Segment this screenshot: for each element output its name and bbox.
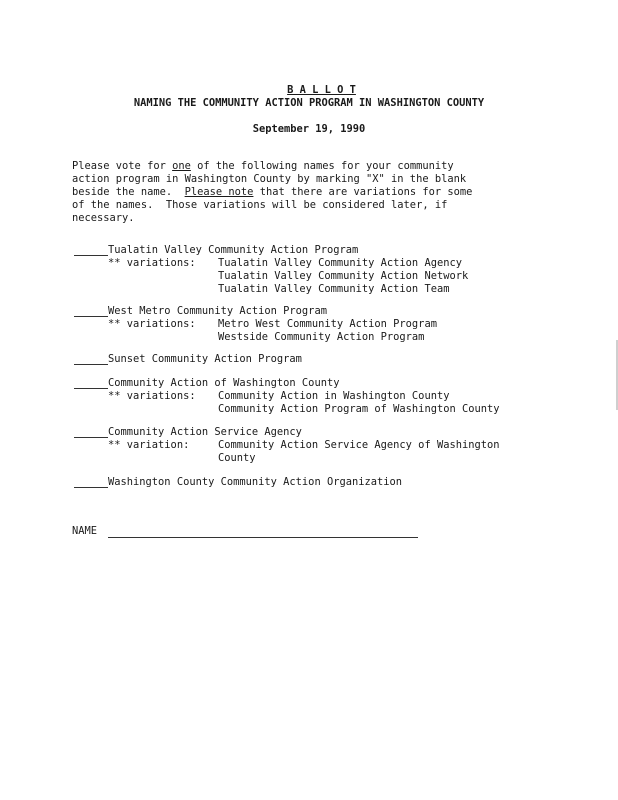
ballot-date: September 19, 1990 <box>252 123 366 135</box>
intro-line-3: beside the name. Please note that there are variations for some <box>72 186 473 198</box>
page-title: NAMING THE COMMUNITY ACTION PROGRAM IN WASHINGTON COUNTY <box>133 97 485 109</box>
intro-line-1: Please vote for one of the following names for your community <box>72 160 454 172</box>
vote-blank-4[interactable] <box>74 388 108 389</box>
option-name-6: Washington County Community Action Organization <box>108 476 403 488</box>
variation-label-1: ** variations: <box>108 257 196 269</box>
name-line[interactable] <box>108 537 418 538</box>
option-name-1: Tualatin Valley Community Action Program <box>108 244 359 256</box>
variation-label-2: ** variations: <box>108 318 196 330</box>
vote-blank-1[interactable] <box>74 255 108 256</box>
variation-label-5: ** variation: <box>108 439 190 451</box>
option-name-5: Community Action Service Agency <box>108 426 302 438</box>
name-label: NAME <box>72 525 98 537</box>
variation-5-1: Community Action Service Agency of Washington <box>218 439 500 451</box>
variation-2-2: Westside Community Action Program <box>218 331 425 343</box>
variation-1-1: Tualatin Valley Community Action Agency <box>218 257 462 269</box>
variation-1-2: Tualatin Valley Community Action Network <box>218 270 469 282</box>
vote-blank-2[interactable] <box>74 316 108 317</box>
variation-5-2: County <box>218 452 256 464</box>
option-name-2: West Metro Community Action Program <box>108 305 327 317</box>
intro-line-4: of the names. Those variations will be considered later, if <box>72 199 448 211</box>
option-name-4: Community Action of Washington County <box>108 377 340 389</box>
intro-line-2: action program in Washington County by marking "X" in the blank <box>72 173 467 185</box>
variation-label-4: ** variations: <box>108 390 196 402</box>
variation-4-1: Community Action in Washington County <box>218 390 450 402</box>
vote-blank-3[interactable] <box>74 364 108 365</box>
vote-blank-6[interactable] <box>74 487 108 488</box>
variation-4-2: Community Action Program of Washington County <box>218 403 500 415</box>
variation-1-3: Tualatin Valley Community Action Team <box>218 283 450 295</box>
variation-2-1: Metro West Community Action Program <box>218 318 437 330</box>
intro-line-5: necessary. <box>72 212 135 224</box>
option-name-3: Sunset Community Action Program <box>108 353 302 365</box>
vote-blank-5[interactable] <box>74 437 108 438</box>
ballot-heading: B A L L O T <box>287 84 356 96</box>
